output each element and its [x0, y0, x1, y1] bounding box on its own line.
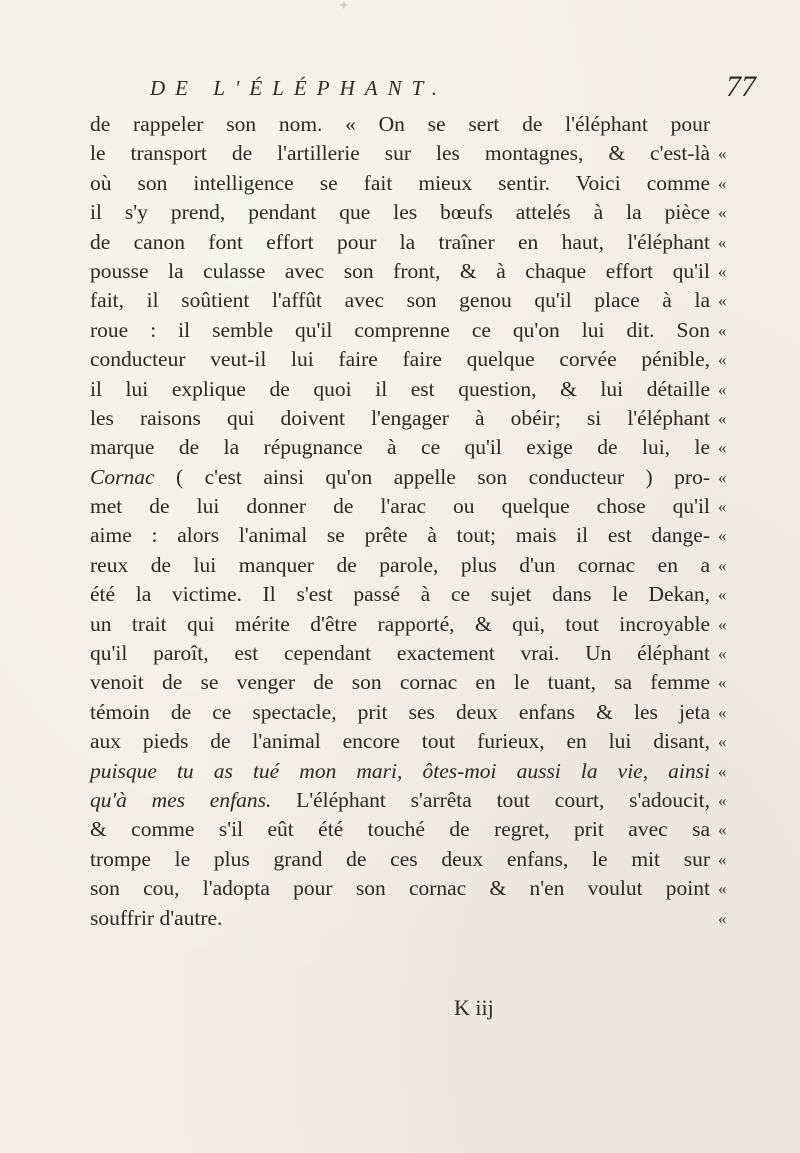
margin-quote-mark: « — [718, 173, 727, 193]
text-line: Cornac ( c'est ainsi qu'on appelle son conducteur ) pro- — [90, 464, 710, 489]
text-line: venoit de se venger de son cornac en le tuant, sa femme — [90, 670, 710, 695]
text-line: son cou, l'adopta pour son cornac & n'en voulut point — [90, 876, 710, 901]
margin-quotation-marks — [718, 110, 748, 933]
text-line: conducteur veut-il lui faire faire quelque corvée pénible, — [90, 347, 710, 372]
text-line: met de lui donner de l'arac ou quelque chose qu'il — [90, 494, 710, 519]
margin-quote-mark: « — [718, 438, 727, 458]
margin-quote-mark: « — [718, 232, 727, 252]
text-line: fait, il soûtient l'affût avec son genou qu'il place à la — [90, 288, 710, 313]
text-line: & comme s'il eût été touché de regret, prit avec sa — [90, 817, 710, 842]
running-head: DE L'ÉLÉPHANT. — [150, 76, 447, 100]
margin-quote-mark: « — [718, 702, 727, 722]
margin-quote-mark: « — [718, 879, 727, 899]
text-line: où son intelligence se fait mieux sentir. Voici comme — [90, 170, 710, 195]
text-line: aime : alors l'animal se prête à tout; mais il est dange- — [90, 523, 710, 548]
text-line: marque de la répugnance à ce qu'il exige de lui, le — [90, 435, 710, 460]
body-text — [90, 110, 710, 933]
margin-quote-mark: « — [718, 849, 727, 869]
text-line: pousse la culasse avec son front, & à chaque effort qu'il — [90, 258, 710, 283]
margin-quote-mark: « — [718, 526, 727, 546]
text-line: qu'il paroît, est cependant exactement vrai. Un éléphant — [90, 641, 710, 666]
text-line: il lui explique de quoi il est question, & lui détaille — [90, 376, 710, 401]
margin-quote-mark: « — [718, 291, 727, 311]
ink-blot-icon: ✦ — [338, 0, 350, 14]
text-line: puisque tu as tué mon mari, ôtes-moi aussi la vie, ainsi — [90, 758, 710, 783]
margin-quote-mark: « — [718, 761, 727, 781]
signature-mark: K iij — [454, 995, 494, 1020]
margin-quote-mark: « — [718, 350, 727, 370]
text-line: un trait qui mérite d'être rapporté, & qui, tout incroyable — [90, 611, 710, 636]
text-line: qu'à mes enfans. L'éléphant s'arrêta tout court, s'adoucit, — [90, 787, 710, 812]
text-line: souffrir d'autre. — [90, 905, 223, 930]
margin-quote-mark: « — [718, 408, 727, 428]
margin-quote-mark — [718, 110, 748, 139]
margin-quote-mark: « — [718, 467, 727, 487]
text-line: témoin de ce spectacle, prit ses deux enfans & les jeta — [90, 699, 710, 724]
margin-quote-mark: « — [718, 497, 727, 517]
text-line: été la victime. Il s'est passé à ce sujet dans le Dekan, — [90, 582, 710, 607]
margin-quote-mark: « — [718, 732, 727, 752]
text-line: roue : il semble qu'il comprenne ce qu'on lui dit. Son — [90, 317, 710, 342]
page-number: 77 — [726, 70, 756, 103]
margin-quote-mark: « — [718, 908, 727, 928]
text-line: le transport de l'artillerie sur les montagnes, & c'est-là — [90, 141, 710, 166]
text-line: il s'y prend, pendant que les bœufs attelés à la pièce — [90, 200, 710, 225]
margin-quote-mark: « — [718, 379, 727, 399]
margin-quote-mark: « — [718, 555, 727, 575]
margin-quote-mark: « — [718, 790, 727, 810]
margin-quote-mark: « — [718, 820, 727, 840]
text-line: les raisons qui doivent l'engager à obéir; si l'éléphant — [90, 405, 710, 430]
margin-quote-mark: « — [718, 585, 727, 605]
margin-quote-mark: « — [718, 614, 727, 634]
text-line: de rappeler son nom. « On se sert de l'éléphant pour — [90, 112, 710, 136]
margin-quote-mark: « — [718, 261, 727, 281]
text-line: reux de lui manquer de parole, plus d'un cornac en a — [90, 552, 710, 577]
text-line: de canon font effort pour la traîner en haut, l'éléphant — [90, 229, 710, 254]
text-line: trompe le plus grand de ces deux enfans, le mit sur — [90, 846, 710, 871]
margin-quote-mark: « — [718, 320, 727, 340]
margin-quote-mark: « — [718, 203, 727, 223]
text-line: aux pieds de l'animal encore tout furieux, en lui disant, — [90, 729, 710, 754]
margin-quote-mark: « — [718, 644, 727, 664]
margin-quote-mark: « — [718, 144, 727, 164]
margin-quote-mark: « — [718, 673, 727, 693]
